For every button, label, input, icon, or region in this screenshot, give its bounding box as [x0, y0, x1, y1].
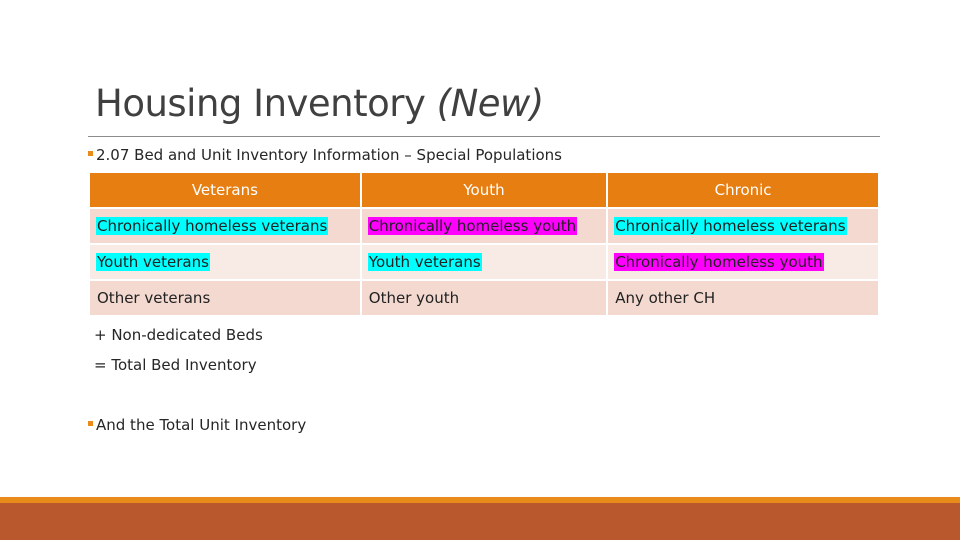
final-bullet-text: And the Total Unit Inventory: [96, 416, 307, 434]
table-cell: [90, 245, 360, 281]
table-cell: [362, 281, 606, 317]
square-bullet-icon: [88, 151, 93, 156]
table-cell: [608, 209, 878, 245]
table-cell: [90, 209, 360, 245]
header-youth: Youth: [362, 173, 606, 209]
final-bullet: [88, 416, 306, 434]
subtitle-bullet: [88, 146, 562, 164]
slide-title-main: Housing Inventory: [95, 82, 437, 125]
footer-band: [0, 503, 960, 540]
total-bed-inventory-note: = Total Bed Inventory: [94, 356, 257, 374]
square-bullet-icon: [88, 421, 93, 426]
table-cell: [362, 245, 606, 281]
cell-text: Chronically homeless veterans: [97, 217, 328, 235]
non-dedicated-beds-note: + Non-dedicated Beds: [94, 326, 263, 344]
cell-text: Chronically homeless veterans: [615, 217, 846, 235]
cell-text: Chronically homeless youth: [368, 217, 577, 235]
title-divider: [88, 136, 880, 137]
subtitle-text: 2.07 Bed and Unit Inventory Information – Special Populations: [96, 146, 562, 164]
slide-title-paren: (New): [436, 82, 544, 125]
table-row: [90, 209, 878, 245]
header-veterans: Veterans: [90, 173, 360, 209]
table-cell: [608, 281, 878, 317]
cell-text: Youth veterans: [368, 253, 481, 271]
table-cell: [362, 209, 606, 245]
cell-text: Other youth: [368, 289, 460, 307]
cell-text: Any other CH: [615, 289, 716, 307]
cell-text: Youth veterans: [97, 253, 209, 271]
table-cell: [90, 281, 360, 317]
table-row: [90, 281, 878, 317]
cell-text: Chronically homeless youth: [615, 253, 823, 271]
header-chronic: Chronic: [608, 173, 878, 209]
table-cell: [608, 245, 878, 281]
table-header-row: [90, 173, 878, 209]
table-row: [90, 245, 878, 281]
inventory-table: [88, 173, 880, 317]
slide-title: [95, 82, 544, 125]
cell-text: Other veterans: [97, 289, 211, 307]
